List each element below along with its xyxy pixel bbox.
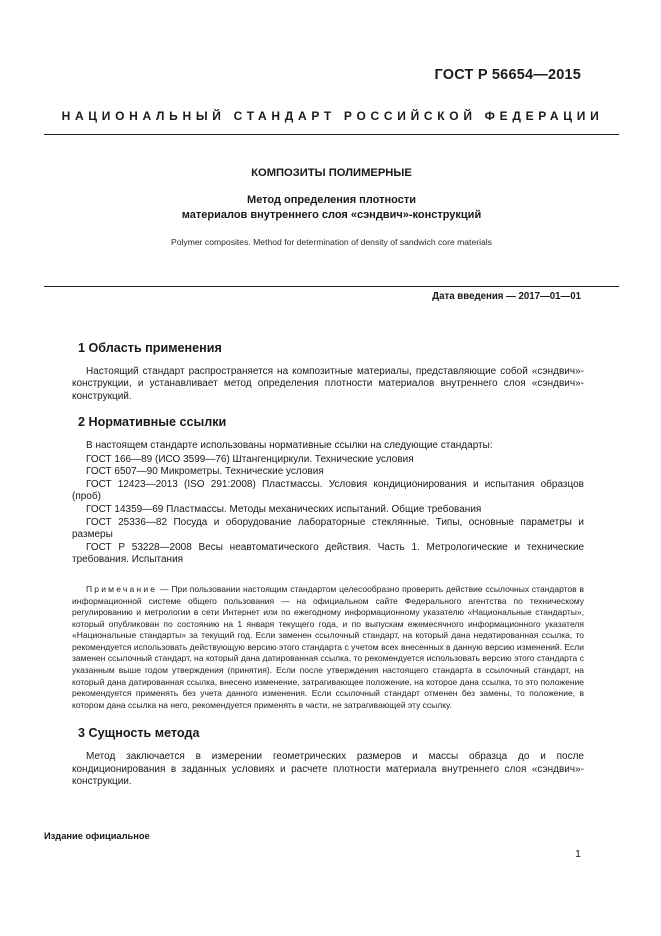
note-paragraph [72, 584, 584, 712]
section-normative-references [72, 416, 584, 711]
document-subtitle-line-1: Метод определения плотности [247, 194, 416, 206]
edition-label: Издание официальное [44, 831, 150, 841]
page-number: 1 [575, 848, 581, 860]
title-block [44, 167, 619, 247]
reference-item: ГОСТ 166—89 (ИСО 3599—76) Штангенциркули. Технические условия [86, 453, 414, 465]
note-label: Примечание [86, 583, 158, 594]
english-title: Polymer composites. Method for determination of density of sandwich core materials [171, 237, 492, 247]
section-heading-method-essence: 3 Сущность метода [78, 726, 200, 741]
document-title: КОМПОЗИТЫ ПОЛИМЕРНЫЕ [251, 167, 412, 179]
header-divider [44, 134, 619, 135]
document-subtitle-line-2: материалов внутреннего слоя «сэндвич»-конструкций [181, 209, 482, 221]
references-intro: В настоящем стандарте использованы нормативные ссылки на следующие стандарты: [86, 439, 493, 451]
reference-item: ГОСТ 6507—90 Микрометры. Технические условия [86, 466, 324, 478]
title-divider [44, 286, 619, 287]
section-heading-normative-references: 2 Нормативные ссылки [78, 415, 227, 430]
introduction-date: Дата введения — 2017—01—01 [432, 291, 581, 302]
reference-list [72, 454, 584, 567]
section-heading-scope: 1 Область применения [78, 341, 222, 355]
section-scope [72, 342, 584, 403]
document-number: ГОСТ Р 56654—2015 [434, 67, 581, 83]
note-text: — При пользовании настоящим стандартом целесообразно проверить действие ссылочных стандартов в информационной системе общего пользования — на официальном сайте Федерального агентства по техническому регулированию и метрологии в сети Интернет или по ежегодному информационному указателю «Национальные стандарты», который опубликован по состоянию на 1 января текущего года, и по выпускам ежемесячного информационного указателя «Национальные стандарты» за текущий год. Если заменен ссылочный стандарт, на который дана недатированная ссылка, то рекомендуется использовать действующую версию этого стандарта с учетом всех внесенных в данную версию изменений. Если заменен ссылочный стандарт, на который дана датированная ссылка, то рекомендуется использовать версию этого стандарта с указанным выше годом утверждения (принятия). Если после утверждения настоящего стандарта в ссылочный стандарт, на который дана датированная ссылка, внесено изменение, затрагивающее положение, на которое дана ссылка, то это положение рекомендуется применять без учета данного изменения. Если ссылочный стандарт отменен без замены, то положение, в котором дана ссылка на него, рекомендуется применять в части, не затрагивающей эту ссылку. [72, 583, 584, 710]
standard-banner: НАЦИОНАЛЬНЫЙ СТАНДАРТ РОССИЙСКОЙ ФЕДЕРАЦИИ [61, 109, 604, 123]
section-scope-text: Настоящий стандарт распространяется на композитные материалы, представляющие собой «сэндвич»-конструкции, и устанавливает метод определения плотности материалов внутреннего слоя «сэндвич»-конструкций. [72, 365, 584, 402]
reference-item: ГОСТ 12423—2013 (ISO 291:2008) Пластмассы. Условия кондиционирования и испытания образцов (проб) [72, 478, 584, 503]
section-method-text: Метод заключается в измерении геометрических размеров и массы образца до и после кондиционирования в заданных условиях и расчете плотности материала внутреннего слоя «сэндвич»-конструкции. [72, 751, 584, 788]
document-body [72, 342, 584, 789]
reference-item: ГОСТ 14359—69 Пластмассы. Методы механических испытаний. Общие требования [86, 503, 482, 515]
section-method-essence [72, 727, 584, 788]
reference-item: ГОСТ 25336—82 Посуда и оборудование лабораторные стеклянные. Типы, основные параметры и размеры [72, 516, 584, 541]
reference-item: ГОСТ Р 53228—2008 Весы неавтоматического действия. Часть 1. Метрологические и технические требования. Испытания [72, 541, 584, 566]
